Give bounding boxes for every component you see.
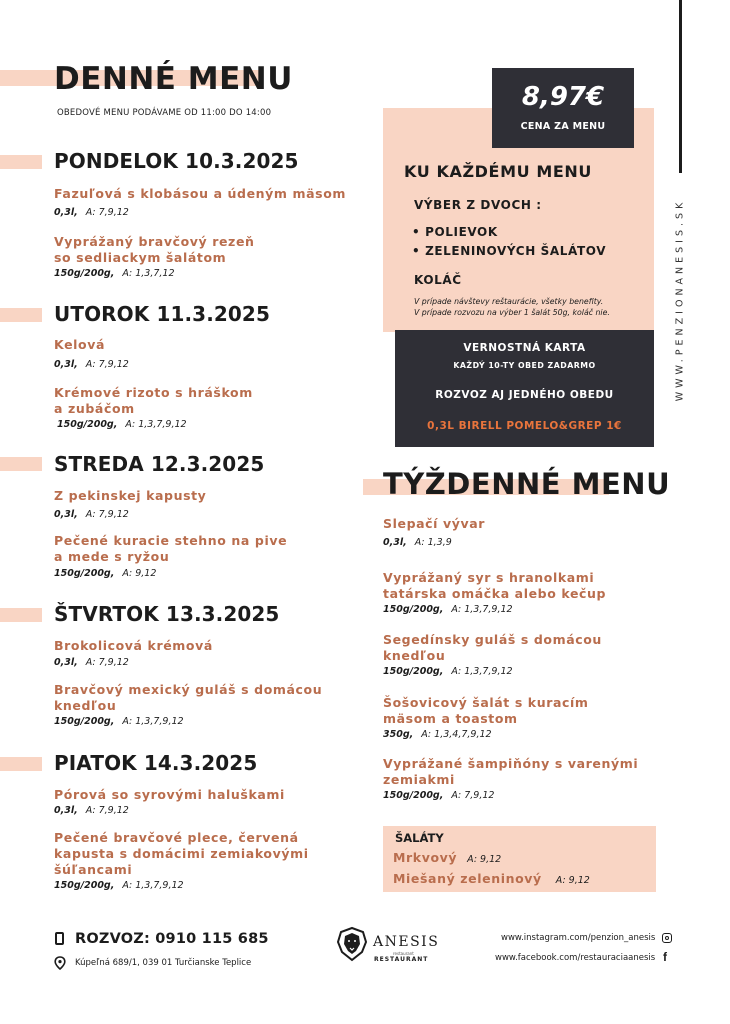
instagram-icon[interactable]	[662, 933, 672, 943]
weekly-item-5-meta: 150g/200g, A: 7,9,12	[383, 790, 495, 801]
location-pin-icon	[54, 956, 66, 970]
day-title-tuesday: UTOROK 11.3.2025	[54, 302, 270, 326]
day-title-monday: PONDELOK 10.3.2025	[54, 149, 299, 173]
main-wednesday-meta: 150g/200g, A: 9,12	[54, 568, 157, 579]
salad-1: Mrkvový A: 9,12	[393, 850, 502, 865]
promo-option-1: • POLIEVOK	[412, 225, 498, 239]
weekly-item-1: Slepačí vývar	[383, 516, 486, 531]
delivery-phone: ROZVOZ: 0910 115 685	[75, 931, 269, 947]
day-title-thursday: ŠTVRTOK 13.3.2025	[54, 602, 280, 626]
logo-wordmark: ANESIS	[373, 934, 440, 950]
facebook-link[interactable]: www.facebook.com/restauraciaanesis	[495, 953, 656, 963]
salads-box	[383, 826, 656, 892]
weekly-item-4-meta: 350g, A: 1,3,4,7,9,12	[383, 729, 492, 740]
soup-thursday-meta: 0,3l, A: 7,9,12	[54, 657, 129, 668]
soup-wednesday: Z pekinskej kapusty	[54, 488, 207, 503]
drink-offer: 0,3L BIRELL POMELO&GREP 1€	[427, 420, 622, 432]
logo-small: restaurant	[393, 951, 414, 956]
day-band-3	[0, 457, 42, 471]
day-band-4	[0, 608, 42, 622]
day-title-friday: PIATOK 14.3.2025	[54, 751, 258, 775]
instagram-link[interactable]: www.instagram.com/penzion_anesis	[501, 933, 656, 943]
delivery-note: ROZVOZ AJ JEDNÉHO OBEDU	[435, 389, 614, 401]
promo-note-1: V prípade návštevy reštaurácie, všetky benefity.	[414, 297, 604, 306]
weekly-item-3: Segedínsky guláš s domácou knedľou	[383, 632, 602, 663]
benefits-box	[395, 330, 654, 447]
promo-option-2: • ZELENINOVÝCH ŠALÁTOV	[412, 244, 607, 258]
price-box	[492, 68, 634, 148]
page-title: DENNÉ MENU	[54, 61, 293, 97]
main-wednesday: Pečené kuracie stehno na pive a mede s ryžou	[54, 533, 288, 564]
weekly-item-2-meta: 150g/200g, A: 1,3,7,9,12	[383, 604, 513, 615]
soup-wednesday-meta: 0,3l, A: 7,9,12	[54, 509, 129, 520]
weekly-item-1-meta: 0,3l, A: 1,3,9	[383, 537, 452, 548]
salad-1-allergens: A: 9,12	[467, 854, 502, 865]
price-label: CENA ZA MENU	[520, 121, 606, 132]
promo-choice: VÝBER Z DVOCH :	[414, 198, 542, 212]
soup-tuesday: Kelová	[54, 337, 105, 352]
serving-hours: OBEDOVÉ MENU PODÁVAME OD 11:00 DO 14:00	[57, 108, 272, 118]
main-thursday: Bravčový mexický guláš s domácou knedľou	[54, 682, 323, 713]
loyalty-subtitle: KAŽDÝ 10-TY OBED ZADARMO	[453, 361, 596, 370]
main-friday-meta: 150g/200g, A: 1,3,7,9,12	[54, 880, 184, 891]
soup-thursday: Brokolicová krémová	[54, 638, 213, 653]
weekly-item-3-meta: 150g/200g, A: 1,3,7,9,12	[383, 666, 513, 677]
facebook-icon[interactable]: f	[663, 950, 667, 964]
website-vertical: WWW.PENZIONANESIS.SK	[674, 198, 686, 402]
promo-title: KU KAŽDÉMU MENU	[404, 162, 592, 181]
main-tuesday: Krémové rizoto s hráškom a zubáčom	[54, 385, 253, 416]
weekly-item-4: Šošovicový šalát s kuracím mäsom a toastom	[383, 695, 589, 726]
salad-2-allergens: A: 9,12	[555, 875, 590, 886]
logo-subtitle: RESTAURANT	[374, 956, 429, 963]
soup-monday-meta: 0,3l, A: 7,9,12	[54, 207, 129, 218]
salad-2: Miešaný zeleninový A: 9,12	[393, 871, 590, 886]
weekly-item-2: Vyprážaný syr s hranolkami tatárska omáčka alebo kečup	[383, 570, 607, 601]
vertical-rule	[679, 0, 682, 173]
main-friday: Pečené bravčové plece, červená kapusta s domácimi zemiakovými šúľancami	[54, 830, 309, 877]
weekly-item-5: Vyprážané šampiňóny s varenými zemiakmi	[383, 756, 639, 787]
main-monday: Vyprážaný bravčový rezeň so sedliackym šalátom	[54, 234, 255, 265]
promo-note-2: V prípade rozvozu na výber 1 šalát 50g, koláč nie.	[414, 308, 610, 317]
instagram-icon-lens	[665, 936, 669, 940]
day-title-wednesday: STREDA 12.3.2025	[54, 452, 265, 476]
soup-monday: Fazuľová s klobásou a údeným mäsom	[54, 186, 347, 201]
main-tuesday-meta: 150g/200g, A: 1,3,7,9,12	[57, 419, 187, 430]
day-band-1	[0, 155, 42, 169]
menu-price: 8,97€	[521, 82, 605, 112]
lion-logo-icon	[335, 926, 369, 962]
day-band-2	[0, 308, 42, 322]
phone-icon	[55, 932, 64, 945]
day-band-5	[0, 757, 42, 771]
soup-tuesday-meta: 0,3l, A: 7,9,12	[54, 359, 129, 370]
weekly-title: TÝŽDENNÉ MENU	[383, 467, 671, 501]
loyalty-title: VERNOSTNÁ KARTA	[463, 342, 586, 354]
promo-cake: KOLÁČ	[414, 273, 462, 287]
main-thursday-meta: 150g/200g, A: 1,3,7,9,12	[54, 716, 184, 727]
soup-friday: Pórová so syrovými haluškami	[54, 787, 285, 802]
main-monday-meta: 150g/200g, A: 1,3,7,12	[54, 268, 175, 279]
soup-friday-meta: 0,3l, A: 7,9,12	[54, 805, 129, 816]
address: Kúpeľná 689/1, 039 01 Turčianske Teplice	[75, 958, 252, 968]
salads-title: ŠALÁTY	[395, 831, 444, 845]
